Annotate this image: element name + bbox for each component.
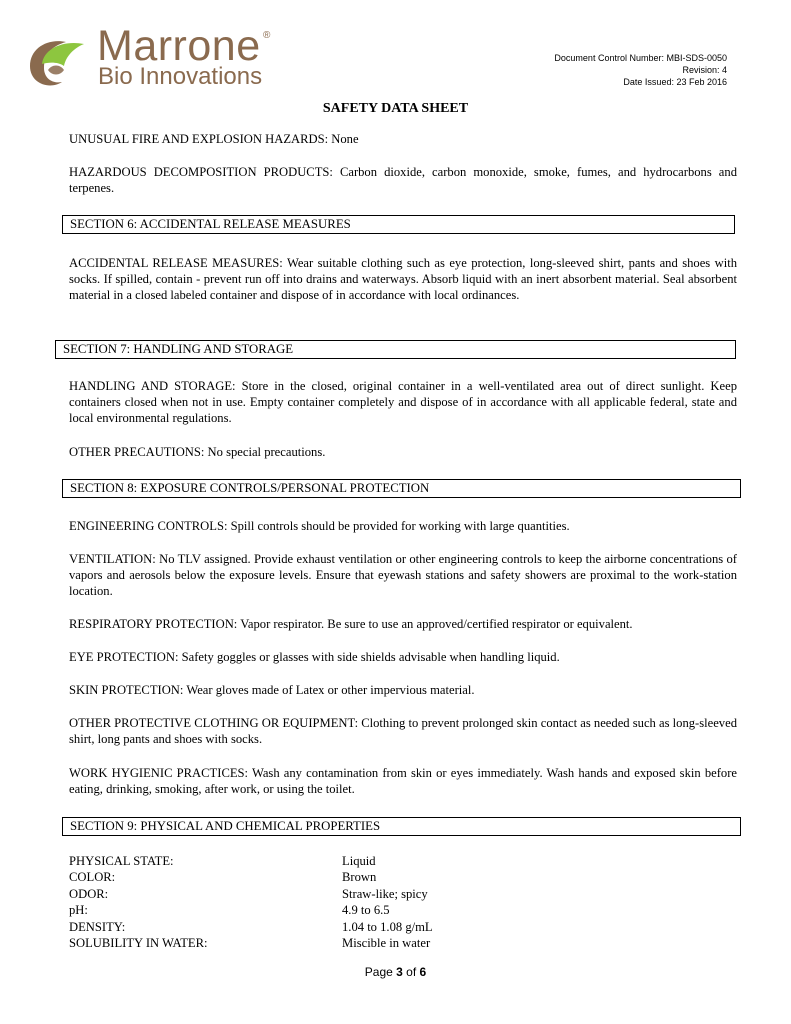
respiratory-protection-paragraph: RESPIRATORY PROTECTION: Vapor respirator. Be sure to use an approved/certified respirator or equivalent.: [69, 617, 633, 631]
property-row: [69, 853, 569, 869]
brand-subtitle: Bio Innovations: [98, 63, 263, 90]
handling-storage-paragraph: HANDLING AND STORAGE: Store in the closed, original container in a well-ventilated area out of direct sunlight. Keep containers closed when not in use. Empty container completely and dispose of in accordance with all applicable federal, state and local environmental regulations.: [69, 379, 737, 426]
properties-table: [69, 853, 569, 951]
property-label: ODOR:: [69, 886, 109, 901]
page-total: 6: [419, 965, 427, 979]
property-label: COLOR:: [69, 870, 116, 885]
document-title: SAFETY DATA SHEET: [322, 101, 469, 116]
page-number: 3: [396, 965, 403, 979]
date-issued: Date Issued: 23 Feb 2016: [623, 77, 727, 87]
section-8-header: SECTION 8: EXPOSURE CONTROLS/PERSONAL PROTECTION: [62, 479, 741, 498]
section-9-header: SECTION 9: PHYSICAL AND CHEMICAL PROPERTIES: [62, 817, 741, 836]
property-label: SOLUBILITY IN WATER:: [69, 935, 208, 950]
section-7-header: SECTION 7: HANDLING AND STORAGE: [55, 340, 736, 359]
brand-name: Marrone: [97, 22, 261, 70]
property-label: pH:: [69, 903, 88, 918]
eye-protection-paragraph: EYE PROTECTION: Safety goggles or glasses with side shields advisable when handling liquid.: [69, 650, 560, 664]
property-label: DENSITY:: [69, 919, 126, 934]
property-value: 4.9 to 6.5: [342, 903, 390, 918]
property-value: Straw-like; spicy: [342, 886, 428, 901]
revision: Revision: 4: [682, 65, 727, 75]
property-value: Liquid: [342, 854, 376, 868]
document-meta: [554, 52, 727, 88]
fire-hazards-paragraph: UNUSUAL FIRE AND EXPLOSION HAZARDS: None: [69, 132, 359, 146]
property-value: Miscible in water: [342, 935, 431, 950]
other-precautions-paragraph: OTHER PRECAUTIONS: No special precautions.: [69, 445, 326, 459]
brand-registered-mark: ®: [263, 30, 271, 41]
accidental-release-paragraph: ACCIDENTAL RELEASE MEASURES: Wear suitable clothing such as eye protection, long-sleeved shirt, pants and shoes with socks. If spilled, contain - prevent run off into drains and waterways. Absorb liquid with an inert absorbent material. Seal absorbent material in a closed labeled container and dispose of in accordance with local ordinances.: [69, 256, 737, 303]
property-value: 1.04 to 1.08 g/mL: [342, 919, 433, 934]
of-word: of: [406, 965, 417, 979]
page-word: Page: [364, 965, 393, 979]
doc-control-number: Document Control Number: MBI-SDS-0050: [554, 53, 727, 63]
property-row: [69, 935, 569, 951]
company-logo: [22, 22, 282, 90]
engineering-controls-paragraph: ENGINEERING CONTROLS: Spill controls should be provided for working with large quantities.: [69, 519, 570, 533]
property-value: Brown: [342, 870, 377, 885]
property-row: [69, 919, 569, 935]
page-footer: [0, 965, 791, 979]
protective-clothing-paragraph: OTHER PROTECTIVE CLOTHING OR EQUIPMENT: Clothing to prevent prolonged skin contact as needed such as long-sleeved shirt, long pants and shoes with socks.: [69, 716, 737, 747]
hygienic-practices-paragraph: WORK HYGIENIC PRACTICES: Wash any contamination from skin or eyes immediately. Wash hands and exposed skin before eating, drinking, smoking, after work, or using the toilet.: [69, 766, 737, 797]
property-row: [69, 886, 569, 902]
skin-protection-paragraph: SKIN PROTECTION: Wear gloves made of Latex or other impervious material.: [69, 683, 475, 697]
ventilation-paragraph: VENTILATION: No TLV assigned. Provide exhaust ventilation or other engineering controls to keep the airborne concentrations of vapors and aerosols below the exposure levels. Ensure that eyewash stations and safety showers are proximal to the work-station location.: [69, 552, 737, 599]
decomposition-paragraph: HAZARDOUS DECOMPOSITION PRODUCTS: Carbon dioxide, carbon monoxide, smoke, fumes, and hydrocarbons and terpenes.: [69, 165, 737, 196]
property-row: [69, 869, 569, 885]
section-6-header: SECTION 6: ACCIDENTAL RELEASE MEASURES: [62, 215, 735, 234]
property-row: [69, 902, 569, 918]
leaf-logo-icon: [22, 32, 92, 92]
property-label: PHYSICAL STATE:: [69, 854, 174, 868]
